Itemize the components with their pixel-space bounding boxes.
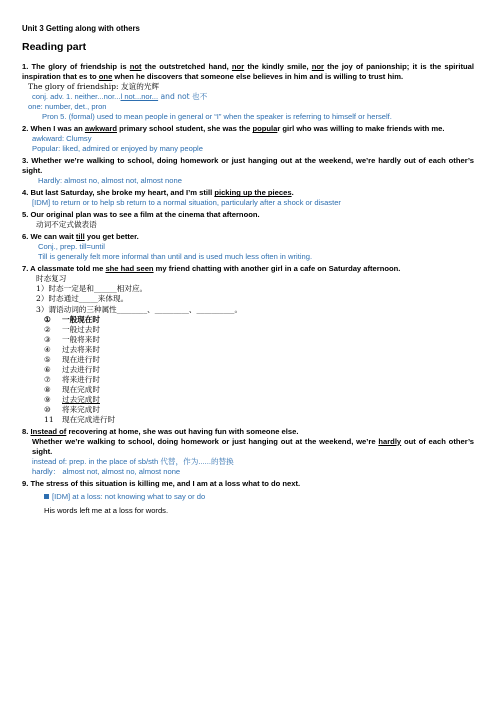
note-infinitive: 动词不定式做表语 [36, 220, 97, 230]
text-run: But last Saturday, she broke my heart, and I’m still [30, 188, 215, 198]
sentence-7 [22, 264, 474, 274]
note-chinese: The glory of friendship: 友谊的光辉 [28, 82, 159, 92]
underlined-word: not [129, 62, 142, 72]
underlined-word: awkward [84, 124, 117, 134]
tense-label: 现在进行时 [62, 354, 100, 364]
sentence-2 [22, 124, 474, 134]
note-till-usage: Till is generally felt more informal than until and is used much less often in writing. [38, 252, 313, 262]
text-run: my friend chatting with another girl in a cafe on Saturday afternoon. [153, 264, 401, 274]
text-run: When I was an [30, 124, 85, 134]
tense-label: 过去将来时 [62, 344, 100, 354]
note-one: one: number, det., pron [28, 102, 107, 112]
text-run: Whether we’re walking to school, doing homework or just hanging out at the weekend, we’re [32, 436, 379, 446]
text-run: We can wait [30, 232, 76, 242]
item-number: 7. [22, 264, 29, 274]
note-conj [22, 92, 474, 102]
note-till: Conj., prep. till=until [38, 242, 105, 252]
tense-review-title: 时态复习 [36, 274, 67, 284]
sentence-9 [22, 479, 474, 489]
tense-item [22, 415, 474, 425]
tense-item [22, 325, 474, 335]
tense-label: 过去完成时 [62, 394, 100, 404]
square-bullet-icon [44, 494, 49, 499]
unit-title: Unit 3 Getting along with others [22, 24, 140, 33]
tense-item [22, 375, 474, 385]
tense-label: 将来完成时 [62, 404, 100, 414]
item-number: 8. [22, 426, 29, 436]
item-number: 3. [22, 156, 29, 166]
sentence-1 [22, 62, 474, 82]
note-instead-of: instead of: prep. in the place of sb/sth 代替，作为......的替换 [32, 456, 234, 466]
text-run: Our original plan was to see a film at the cinema that afternoon. [30, 210, 260, 220]
text-run: the joy of panionship; it is the spiritual inspiration that es to [22, 62, 474, 82]
note-awkward: awkward: Clumsy [32, 134, 92, 144]
tense-label: 一般过去时 [62, 324, 100, 334]
item-number: 1. [22, 62, 29, 72]
item-number: 9. [22, 478, 29, 488]
note-text: and not 也不 [158, 92, 208, 102]
note-idiom: [IDM] to return or to help sb return to a normal situation, particularly after a shock or disaster [32, 198, 341, 208]
sentence-3 [22, 156, 474, 176]
tense-item [22, 405, 474, 415]
section-title: Reading part [22, 41, 87, 54]
tense-item [22, 395, 474, 405]
underlined-phrase: Instead of [30, 426, 67, 436]
item-number: 2. [22, 124, 29, 134]
text-run: r girl who was willing to make friends with me. [277, 124, 445, 134]
sentence-6 [22, 232, 474, 242]
tense-number: ⑤ [44, 354, 51, 364]
text-run: the outstretched hand, [141, 62, 232, 72]
text-run: out of each other’s sight. [32, 436, 474, 456]
tense-number: ① [44, 314, 51, 324]
sentence-8-example [22, 437, 474, 457]
tense-label: 一般将来时 [62, 334, 100, 344]
tense-label: 现在完成进行时 [62, 414, 116, 424]
tense-item [22, 335, 474, 345]
tense-review-q1: 1）时态一定是和______相对应。 [36, 284, 148, 294]
item-number: 4. [22, 188, 29, 198]
sentence-4 [22, 188, 474, 198]
tense-item [22, 365, 474, 375]
text-run: recovering at home, she was out having fun with someone else. [66, 426, 299, 436]
underlined-word: nor [311, 62, 324, 72]
note-hardly: Hardly: almost no, almost not, almost none [38, 176, 182, 186]
note-text: conj. adv. 1. neither...nor... [32, 92, 121, 102]
tense-number: ④ [44, 344, 51, 354]
underlined-word: hardly [378, 436, 402, 446]
tense-item [22, 345, 474, 355]
tense-label: 将来进行时 [62, 374, 100, 384]
tense-review-q3: 3）谓语动词的三种属性________、_________、__________。 [36, 304, 243, 314]
sentence-5 [22, 210, 474, 220]
tense-label: 现在完成时 [62, 384, 100, 394]
tense-number: ⑨ [44, 394, 51, 404]
item-number: 6. [22, 232, 29, 242]
note-popular: Popular: liked, admired or enjoyed by many people [32, 144, 203, 154]
note-pron: Pron 5. (formal) used to mean people in general or “I” when the speaker is referring to himself or herself. [42, 112, 392, 122]
text-run: . [291, 188, 294, 198]
note-text: [IDM] at a loss: not knowing what to say or do [52, 491, 206, 501]
text-run: The stress of this situation is killing me, and I am at a loss what to do next. [30, 478, 301, 488]
sentence-8 [22, 427, 474, 437]
tense-number: ⑩ [44, 404, 51, 414]
tense-review-q2: 2）时态通过_____来体现。 [36, 294, 129, 304]
text-run: primary school student, she was the [116, 124, 253, 134]
tense-item [22, 355, 474, 365]
tense-number: 11 [44, 414, 54, 424]
underlined-word: one [98, 72, 113, 82]
text-run: The glory of friendship is [31, 62, 130, 72]
text-run: A classmate told me [30, 264, 106, 274]
underlined-word: till [75, 232, 85, 242]
tense-list [22, 315, 474, 425]
underlined-word: nor [231, 62, 245, 72]
note-hardly-2: hardly： almost not, almost no, almost none [32, 466, 181, 476]
underlined-word: popula [252, 124, 278, 134]
text-run: the kindly smile, [244, 62, 312, 72]
tense-number: ⑧ [44, 384, 51, 394]
tense-label: 过去进行时 [62, 364, 100, 374]
tense-number: ② [44, 324, 51, 334]
item-number: 5. [22, 210, 29, 220]
note-underlined: l not...nor... [120, 92, 159, 102]
tense-number: ⑥ [44, 364, 51, 374]
note-at-a-loss [22, 492, 474, 502]
underlined-phrase: picking up the pieces [214, 188, 292, 198]
text-run: you get better. [84, 232, 139, 242]
underlined-phrase: she had seen [105, 264, 154, 274]
tense-item [22, 385, 474, 395]
text-run: when he discovers that someone else believes in him and is willing to trust him. [112, 72, 404, 82]
tense-number: ⑦ [44, 374, 51, 384]
example-sentence: His words left me at a loss for words. [44, 505, 169, 515]
tense-label: 一般现在时 [62, 314, 100, 324]
tense-item [22, 315, 474, 325]
text-run: Whether we’re walking to school, doing homework or just hanging out at the weekend, we’re hardly out of each other’s sight. [22, 156, 474, 176]
tense-number: ③ [44, 334, 51, 344]
